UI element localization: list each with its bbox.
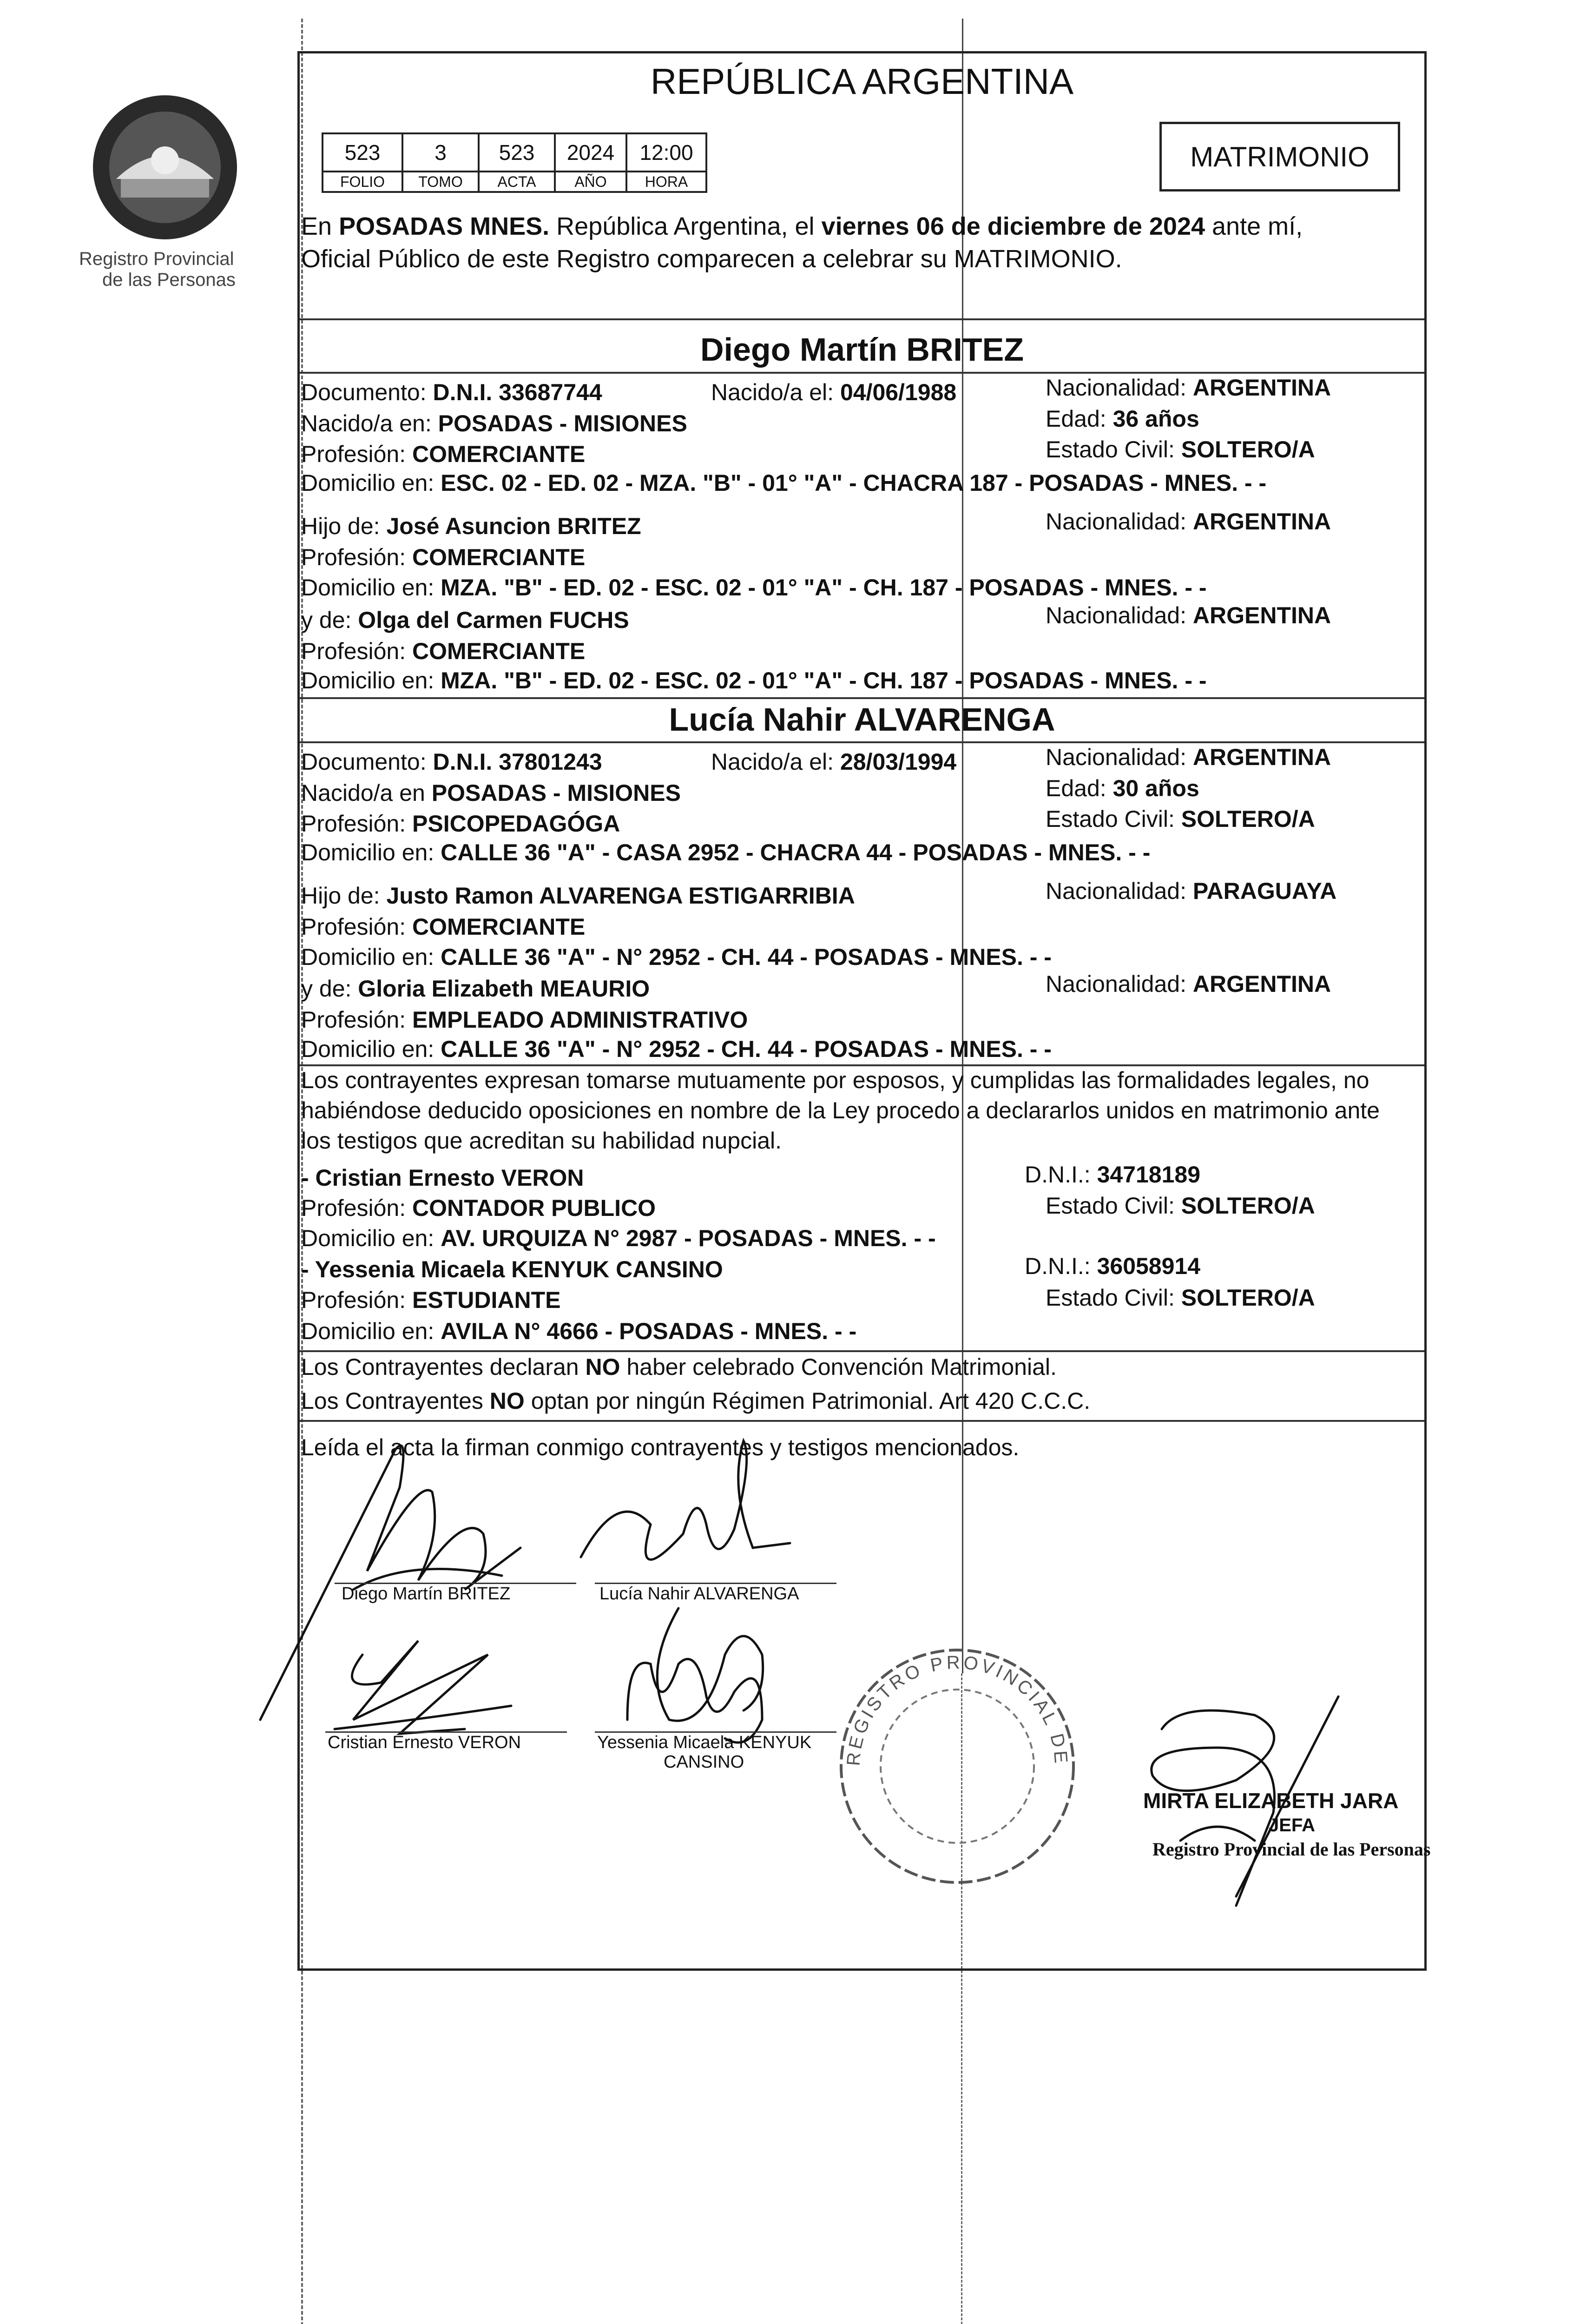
logo-caption-line1: Registro Provincial (79, 249, 234, 269)
tomo-value: 3 (402, 133, 479, 172)
spouse2-father: Hijo de: Justo Ramon ALVARENGA ESTIGARRIBIA (301, 883, 855, 909)
spouse1-father-address: Domicilio en: MZA. "B" - ED. 02 - ESC. 02 - 01° "A" - CH. 187 - POSADAS - MNES. - - (301, 574, 1207, 601)
seal-text: REGISTRO PROVINCIAL DE (843, 1652, 1072, 1767)
spouse1-civil-status: Estado Civil: SOLTERO/A (1046, 436, 1315, 462)
intro-city: POSADAS MNES. (339, 212, 550, 240)
intro-line2: Oficial Público de este Registro comparecen a celebrar su MATRIMONIO. (301, 245, 1122, 273)
official-seal (827, 1636, 1087, 1896)
witness2-address: Domicilio en: AVILA N° 4666 - POSADAS - MNES. - - (301, 1318, 857, 1344)
spouse2-born: Nacido/a el: 28/03/1994 (711, 749, 957, 775)
logo-caption-line2: de las Personas (102, 270, 236, 290)
year-value: 2024 (555, 133, 626, 172)
spouse1-mother-profession: Profesión: COMERCIANTE (301, 638, 586, 664)
sig3-label: Cristian Ernesto VERON (328, 1733, 521, 1752)
witness2-profession: Profesión: ESTUDIANTE (301, 1287, 561, 1313)
spouse1-doc: Documento: D.N.I. 33687744 (301, 379, 602, 405)
spouse1-mother-address: Domicilio en: MZA. "B" - ED. 02 - ESC. 02 - 01° "A" - CH. 187 - POSADAS - MNES. - - (301, 667, 1207, 693)
spouse2-mother-address: Domicilio en: CALLE 36 "A" - N° 2952 - CH. 44 - POSADAS - MNES. - - (301, 1036, 1052, 1062)
hour-label: HORA (626, 172, 706, 192)
declaration-line2: habiéndose deducido oposiciones en nombre de la Ley procedo a declararlos unidos en matrimonio ante (301, 1097, 1380, 1123)
intro-date: viernes 06 de diciembre de 2024 (821, 212, 1205, 240)
spouse1-mother: y de: Olga del Carmen FUCHS (301, 607, 629, 633)
spouse2-father-profession: Profesión: COMERCIANTE (301, 914, 586, 940)
tomo-label: TOMO (402, 172, 479, 192)
acta-value: 523 (479, 133, 555, 172)
declaration-line1: Los contrayentes expresan tomarse mutuamente por esposos, y cumplidas las formalidades legales, no (301, 1067, 1369, 1093)
year-label: AÑO (555, 172, 626, 192)
act-type-label: MATRIMONIO (1190, 141, 1369, 172)
spouse2-name: Lucía Nahir ALVARENGA (669, 701, 1055, 738)
spouse1-born: Nacido/a el: 04/06/1988 (711, 379, 957, 405)
folio-value: 523 (323, 133, 402, 172)
signatures-intro: Leída el acta la firman conmigo contrayentes y testigos mencionados. (301, 1434, 1020, 1460)
spouse2-birthplace: Nacido/a en POSADAS - MISIONES (301, 780, 681, 806)
convention-line2: Los Contrayentes NO optan por ningún Régimen Patrimonial. Art 420 C.C.C. (301, 1388, 1091, 1414)
spouse1-address: Domicilio en: ESC. 02 - ED. 02 - MZA. "B" - 01° "A" - CHACRA 187 - POSADAS - MNES. - - (301, 470, 1267, 496)
official-title: JEFA (1269, 1815, 1316, 1835)
acta-label: ACTA (479, 172, 555, 192)
hour-value: 12:00 (626, 133, 706, 172)
spouse1-mother-nationality: Nacionalidad: ARGENTINA (1046, 602, 1331, 628)
official-seal-icon (827, 1636, 1087, 1896)
convention-line1: Los Contrayentes declaran NO haber celebrado Convención Matrimonial. (301, 1354, 1057, 1380)
spouse1-age: Edad: 36 años (1046, 406, 1199, 432)
official-name: MIRTA ELIZABETH JARA (1143, 1789, 1399, 1813)
witness1-profession: Profesión: CONTADOR PUBLICO (301, 1195, 656, 1221)
spouse2-nationality: Nacionalidad: ARGENTINA (1046, 744, 1331, 770)
spouse2-doc: Documento: D.N.I. 37801243 (301, 749, 602, 775)
spouse2-profession: Profesión: PSICOPEDAGÓGA (301, 811, 620, 837)
folio-label: FOLIO (323, 172, 402, 192)
spouse1-father-nationality: Nacionalidad: ARGENTINA (1046, 508, 1331, 535)
sig2-label: Lucía Nahir ALVARENGA (599, 1584, 799, 1604)
spouse2-father-address: Domicilio en: CALLE 36 "A" - N° 2952 - CH. 44 - POSADAS - MNES. - - (301, 944, 1052, 970)
spouse1-birthplace: Nacido/a en: POSADAS - MISIONES (301, 410, 687, 436)
declaration-line3: los testigos que acreditan su habilidad nupcial. (301, 1128, 782, 1154)
spouse2-mother-profession: Profesión: EMPLEADO ADMINISTRATIVO (301, 1007, 748, 1033)
witness1-address: Domicilio en: AV. URQUIZA N° 2987 - POSADAS - MNES. - - (301, 1225, 936, 1251)
spouse1-father-profession: Profesión: COMERCIANTE (301, 544, 586, 570)
official-office: Registro Provincial de las Personas (1152, 1839, 1431, 1860)
witness1-civil-status: Estado Civil: SOLTERO/A (1046, 1193, 1315, 1219)
spouse2-civil-status: Estado Civil: SOLTERO/A (1046, 806, 1315, 832)
witness2-civil-status: Estado Civil: SOLTERO/A (1046, 1285, 1315, 1311)
intro-line1: En POSADAS MNES. República Argentina, el viernes 06 de diciembre de 2024 ante mí, (301, 212, 1303, 240)
svg-text:REGISTRO PROVINCIAL DE LAS PER (827, 1636, 1072, 1767)
spouse2-father-nationality: Nacionalidad: PARAGUAYA (1046, 878, 1337, 904)
sig4-label-1: Yessenia Micaela KENYUK (597, 1733, 812, 1752)
spouse2-mother-nationality: Nacionalidad: ARGENTINA (1046, 971, 1331, 997)
sig1-label: Diego Martín BRITEZ (342, 1584, 511, 1604)
spouse1-name: Diego Martín BRITEZ (700, 331, 1024, 368)
spouse1-profession: Profesión: COMERCIANTE (301, 441, 586, 467)
witness1-name: - Cristian Ernesto VERON (301, 1165, 584, 1191)
spouse1-nationality: Nacionalidad: ARGENTINA (1046, 375, 1331, 401)
witness1-dni: D.N.I.: 34718189 (1025, 1162, 1201, 1188)
spouse1-father: Hijo de: José Asuncion BRITEZ (301, 513, 641, 539)
spouse2-mother: y de: Gloria Elizabeth MEAURIO (301, 976, 650, 1002)
page-title: REPÚBLICA ARGENTINA (650, 61, 1074, 102)
witness2-dni: D.N.I.: 36058914 (1025, 1253, 1201, 1279)
spouse2-address: Domicilio en: CALLE 36 "A" - CASA 2952 - CHACRA 44 - POSADAS - MNES. - - (301, 839, 1151, 865)
sig4-label-2: CANSINO (664, 1752, 744, 1772)
witness2-name: - Yessenia Micaela KENYUK CANSINO (301, 1256, 723, 1282)
spouse2-age: Edad: 30 años (1046, 775, 1199, 801)
